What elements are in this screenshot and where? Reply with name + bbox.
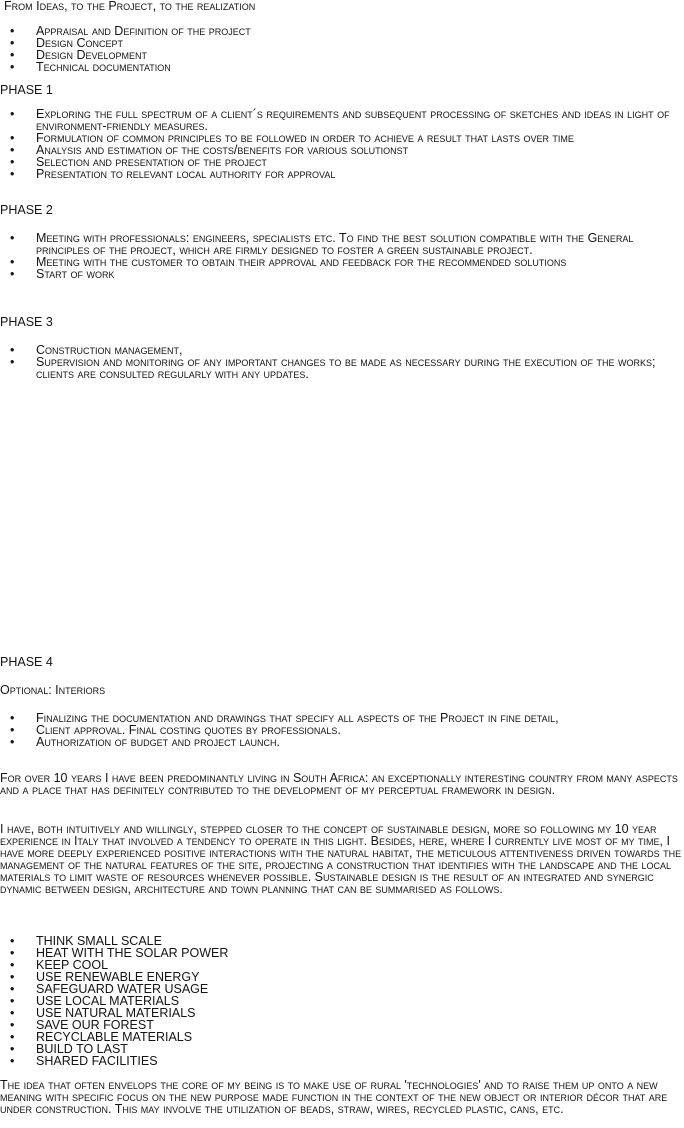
list-item-text: Authorization of budget and project launch. [36,735,281,749]
list-item [0,1055,684,1067]
bullet-icon: • [10,143,15,157]
phase-1-list [0,108,684,180]
list-item-text: THINK SMALL SCALE [36,934,162,948]
paragraph-south-africa: For over 10 years I have been predominantly living in South Africa: an exceptionally interesting country from many aspects and a place that has definitely contributed to the development of my perceptual framework in design. [0,771,678,797]
phase-4-list [0,712,684,748]
list-item-text: Presentation to relevant local authority for approval [36,167,336,181]
bullet-icon: • [10,711,15,725]
bullet-icon: • [10,1054,15,1068]
list-item-text: Finalizing the documentation and drawings that specify all aspects of the Project in fine detail, [36,711,559,725]
phase-4-heading: PHASE 4 [0,655,53,669]
list-item-text: Analysis and estimation of the costs/benefits for various solutionst [36,143,409,157]
list-item-text: SAFEGUARD WATER USAGE [36,982,209,996]
bullet-icon: • [10,343,15,357]
list-item-text: BUILD TO LAST [36,1042,128,1056]
phase-2-heading: PHASE 2 [0,203,53,217]
bullet-icon: • [10,36,15,50]
phase-1-heading: PHASE 1 [0,83,53,97]
paragraph-sustainable-design: I have, both intuitively and willingly, stepped closer to the concept of sustainable design, more so following my 10 year experience in Italy that involved a tendency to operate in this light. Besides, here, where I currently live most of my time, I have more deeply experienced positive interactions with the natural habitat, the meticulous attentiveness driven towards the management of the natural features of the site, projecting a construction that identifies with the landscape and the local materials to limit waste of resources whenever possible. Sustainable design is the result of an integrated and synergic dynamic between design, architecture and town planning that can be summarised as follows. [0,822,682,896]
list-item-text: Construction management, [36,343,183,357]
bullet-icon: • [10,994,15,1008]
list-item-text: RECYCLABLE MATERIALS [36,1030,193,1044]
bullet-icon: • [10,48,15,62]
paragraph-rural-technologies: The idea that often envelops the core of my being is to make use of rural 'technologies' and to raise them up onto a new meaning with specific focus on the new purpose made function in the context of the new object or interior décor that are under construction. This may involve the utilization of beads, straw, wires, recycled plastic, cans, etc. [0,1078,668,1116]
list-item-text: HEAT WITH THE SOLAR POWER [36,946,229,960]
bullet-icon: • [10,267,15,281]
bullet-icon: • [10,970,15,984]
bullet-icon: • [10,255,15,269]
bullet-icon: • [10,355,15,369]
list-item-text: Appraisal and Definition of the project [36,24,251,38]
list-item-text: Exploring the full spectrum of a client´s requirements and subsequent processing of sketches and ideas in light of environment-friendly measures. [36,107,670,133]
list-item-text: Technical documentation [36,60,171,74]
bullet-icon: • [10,946,15,960]
list-item-text: Supervision and monitoring of any important changes to be made as necessary during the execution of the works; clients are consulted regularly with any updates. [36,355,656,381]
list-item-text: SAVE OUR FOREST [36,1018,154,1032]
list-item-text: KEEP COOL [36,958,109,972]
intro-list [0,25,684,73]
page-title: From Ideas, to the Project, to the realization [4,0,256,13]
list-item-text: Start of work [36,267,115,281]
list-item-text: USE NATURAL MATERIALS [36,1006,196,1020]
bullet-icon: • [10,60,15,74]
list-item-text: USE LOCAL MATERIALS [36,994,180,1008]
principles-list [0,935,684,1067]
bullet-icon: • [10,982,15,996]
list-item-text: Client approval. Final costing quotes by professionals. [36,723,341,737]
bullet-icon: • [10,24,15,38]
bullet-icon: • [10,231,15,245]
phase-2-list [0,232,684,280]
list-item-text: Meeting with the customer to obtain their approval and feedback for the recommended solutions [36,255,567,269]
list-item-text: Formulation of common principles to be followed in order to achieve a result that lasts over time [36,131,574,145]
phase-4-subheading: Optional: Interiors [0,683,106,697]
list-item-text: Design Development [36,48,148,62]
list-item [0,168,684,180]
list-item [0,108,684,132]
bullet-icon: • [10,1042,15,1056]
phase-3-list [0,344,684,380]
bullet-icon: • [10,1018,15,1032]
bullet-icon: • [10,167,15,181]
bullet-icon: • [10,1006,15,1020]
list-item [0,61,684,73]
list-item-text: Meeting with professionals: engineers, specialists etc. To find the best solution compatible with the General principles of the project, which are firmly designed to foster a green sustainable project. [36,231,634,257]
bullet-icon: • [10,958,15,972]
bullet-icon: • [10,735,15,749]
list-item [0,736,684,748]
bullet-icon: • [10,155,15,169]
phase-3-heading: PHASE 3 [0,315,53,329]
bullet-icon: • [10,934,15,948]
list-item-text: SHARED FACILITIES [36,1054,158,1068]
bullet-icon: • [10,131,15,145]
list-item [0,268,684,280]
list-item-text: USE RENEWABLE ENERGY [36,970,200,984]
list-item-text: Selection and presentation of the project [36,155,267,169]
list-item [0,356,684,380]
list-item [0,232,684,256]
bullet-icon: • [10,1030,15,1044]
list-item-text: Design Concept [36,36,124,50]
bullet-icon: • [10,723,15,737]
bullet-icon: • [10,107,15,121]
